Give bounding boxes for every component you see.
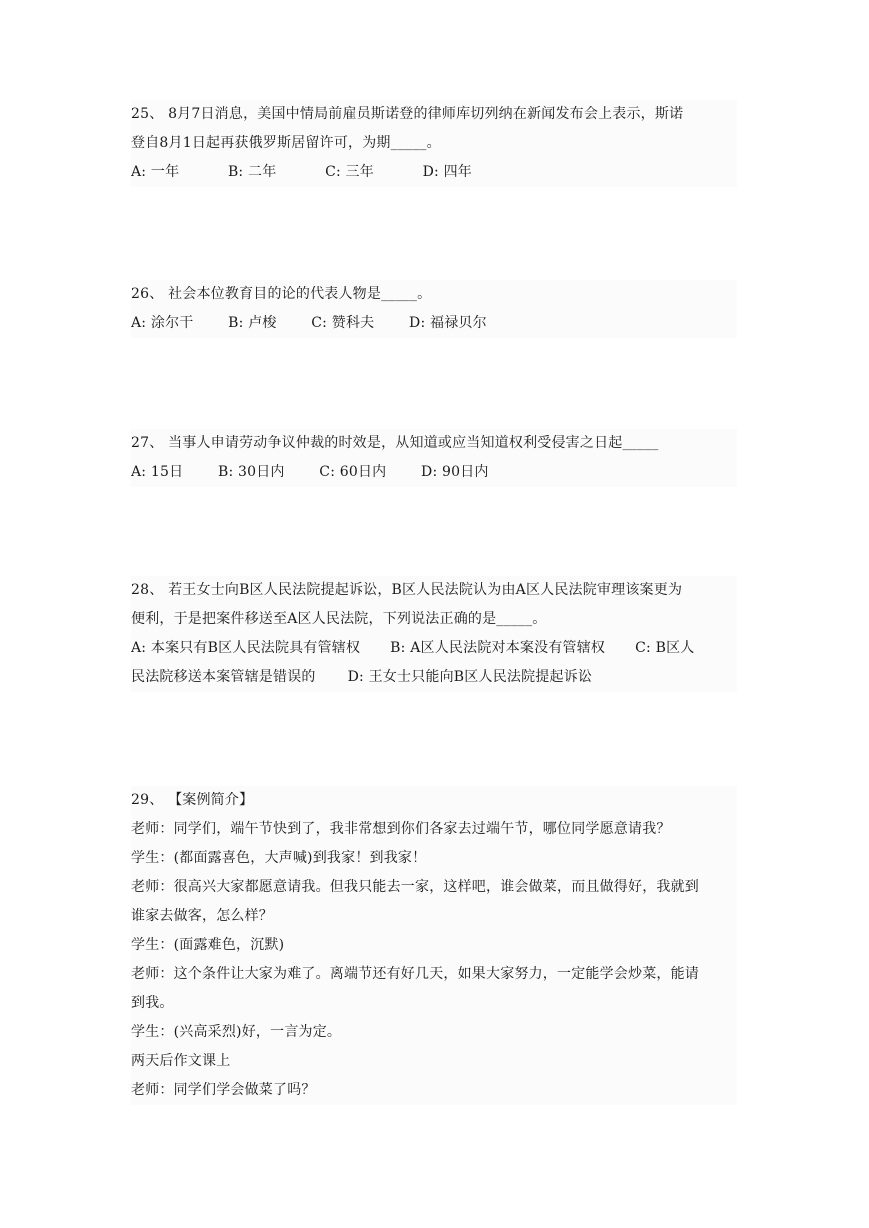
option-c: C: 赞科夫 (311, 315, 375, 331)
case-line: 到我。 (131, 995, 174, 1011)
case-line: 学生：(兴高采烈)好，一言为定。 (131, 1024, 342, 1040)
option-c-continued: 民法院移送本案管辖是错误的 (131, 669, 316, 685)
option-c: C: 60日内 (319, 464, 387, 480)
case-line: 老师：同学们学会做菜了吗？ (131, 1082, 316, 1098)
question-26 (131, 280, 737, 338)
question-text: 28、 若王女士向B区人民法院提起诉讼，B区人民法院认为由A区人民法院审理该案更为 (131, 582, 683, 598)
options-row (131, 458, 737, 487)
option-b: B: 二年 (227, 164, 277, 180)
option-d: D: 90日内 (421, 464, 489, 480)
case-line: 老师：很高兴大家都愿意请我。但我只能去一家，这样吧，谁会做菜，而且做得好，我就到 (131, 879, 699, 895)
option-a: A: 15日 (131, 464, 184, 480)
case-line: 学生：(面露难色，沉默) (131, 937, 285, 953)
question-25 (131, 100, 737, 187)
question-text: 27、 当事人申请劳动争议仲裁的时效是，从知道或应当知道权利受侵害之日起_____ (131, 435, 659, 451)
option-b: B: 卢梭 (228, 315, 277, 331)
question-29-case (131, 786, 737, 1105)
option-b: B: 30日内 (217, 464, 285, 480)
options-row (131, 309, 737, 338)
option-c: C: B区人 (635, 640, 695, 656)
case-line: 老师：这个条件让大家为难了。离端节还有好几天，如果大家努力，一定能学会炒菜，能请 (131, 966, 699, 982)
option-d: D: 四年 (422, 164, 473, 180)
question-text: 便利，于是把案件移送至A区人民法院，下列说法正确的是_____。 (131, 611, 547, 627)
question-text: 26、 社会本位教育目的论的代表人物是_____。 (131, 286, 432, 302)
option-a: A: 一年 (131, 164, 180, 180)
case-heading: 29、 【案例简介】 (131, 792, 254, 808)
case-line: 学生：(都面露喜色，大声喊)到我家！到我家！ (131, 850, 427, 866)
options-row (131, 158, 737, 187)
options-row (131, 634, 737, 663)
question-27 (131, 429, 737, 487)
question-text: 登自8月1日起再获俄罗斯居留许可，为期_____。 (131, 135, 441, 151)
options-row (131, 663, 737, 692)
option-c: C: 三年 (325, 164, 374, 180)
question-text: 25、 8月7日消息，美国中情局前雇员斯诺登的律师库切列纳在新闻发布会上表示，斯诺 (131, 106, 684, 122)
question-28 (131, 576, 737, 692)
option-d: D: 王女士只能向B区人民法院提起诉讼 (347, 669, 593, 685)
option-b: B: A区人民法院对本案没有管辖权 (390, 640, 606, 656)
case-line: 老师：同学们，端午节快到了，我非常想到你们各家去过端午节，哪位同学愿意请我？ (131, 821, 671, 837)
option-a: A: 涂尔干 (131, 315, 194, 331)
option-a: A: 本案只有B区人民法院具有管辖权 (131, 640, 361, 656)
case-line: 谁家去做客，怎么样？ (131, 908, 273, 924)
case-line: 两天后作文课上 (131, 1053, 231, 1069)
option-d: D: 福禄贝尔 (409, 315, 487, 331)
